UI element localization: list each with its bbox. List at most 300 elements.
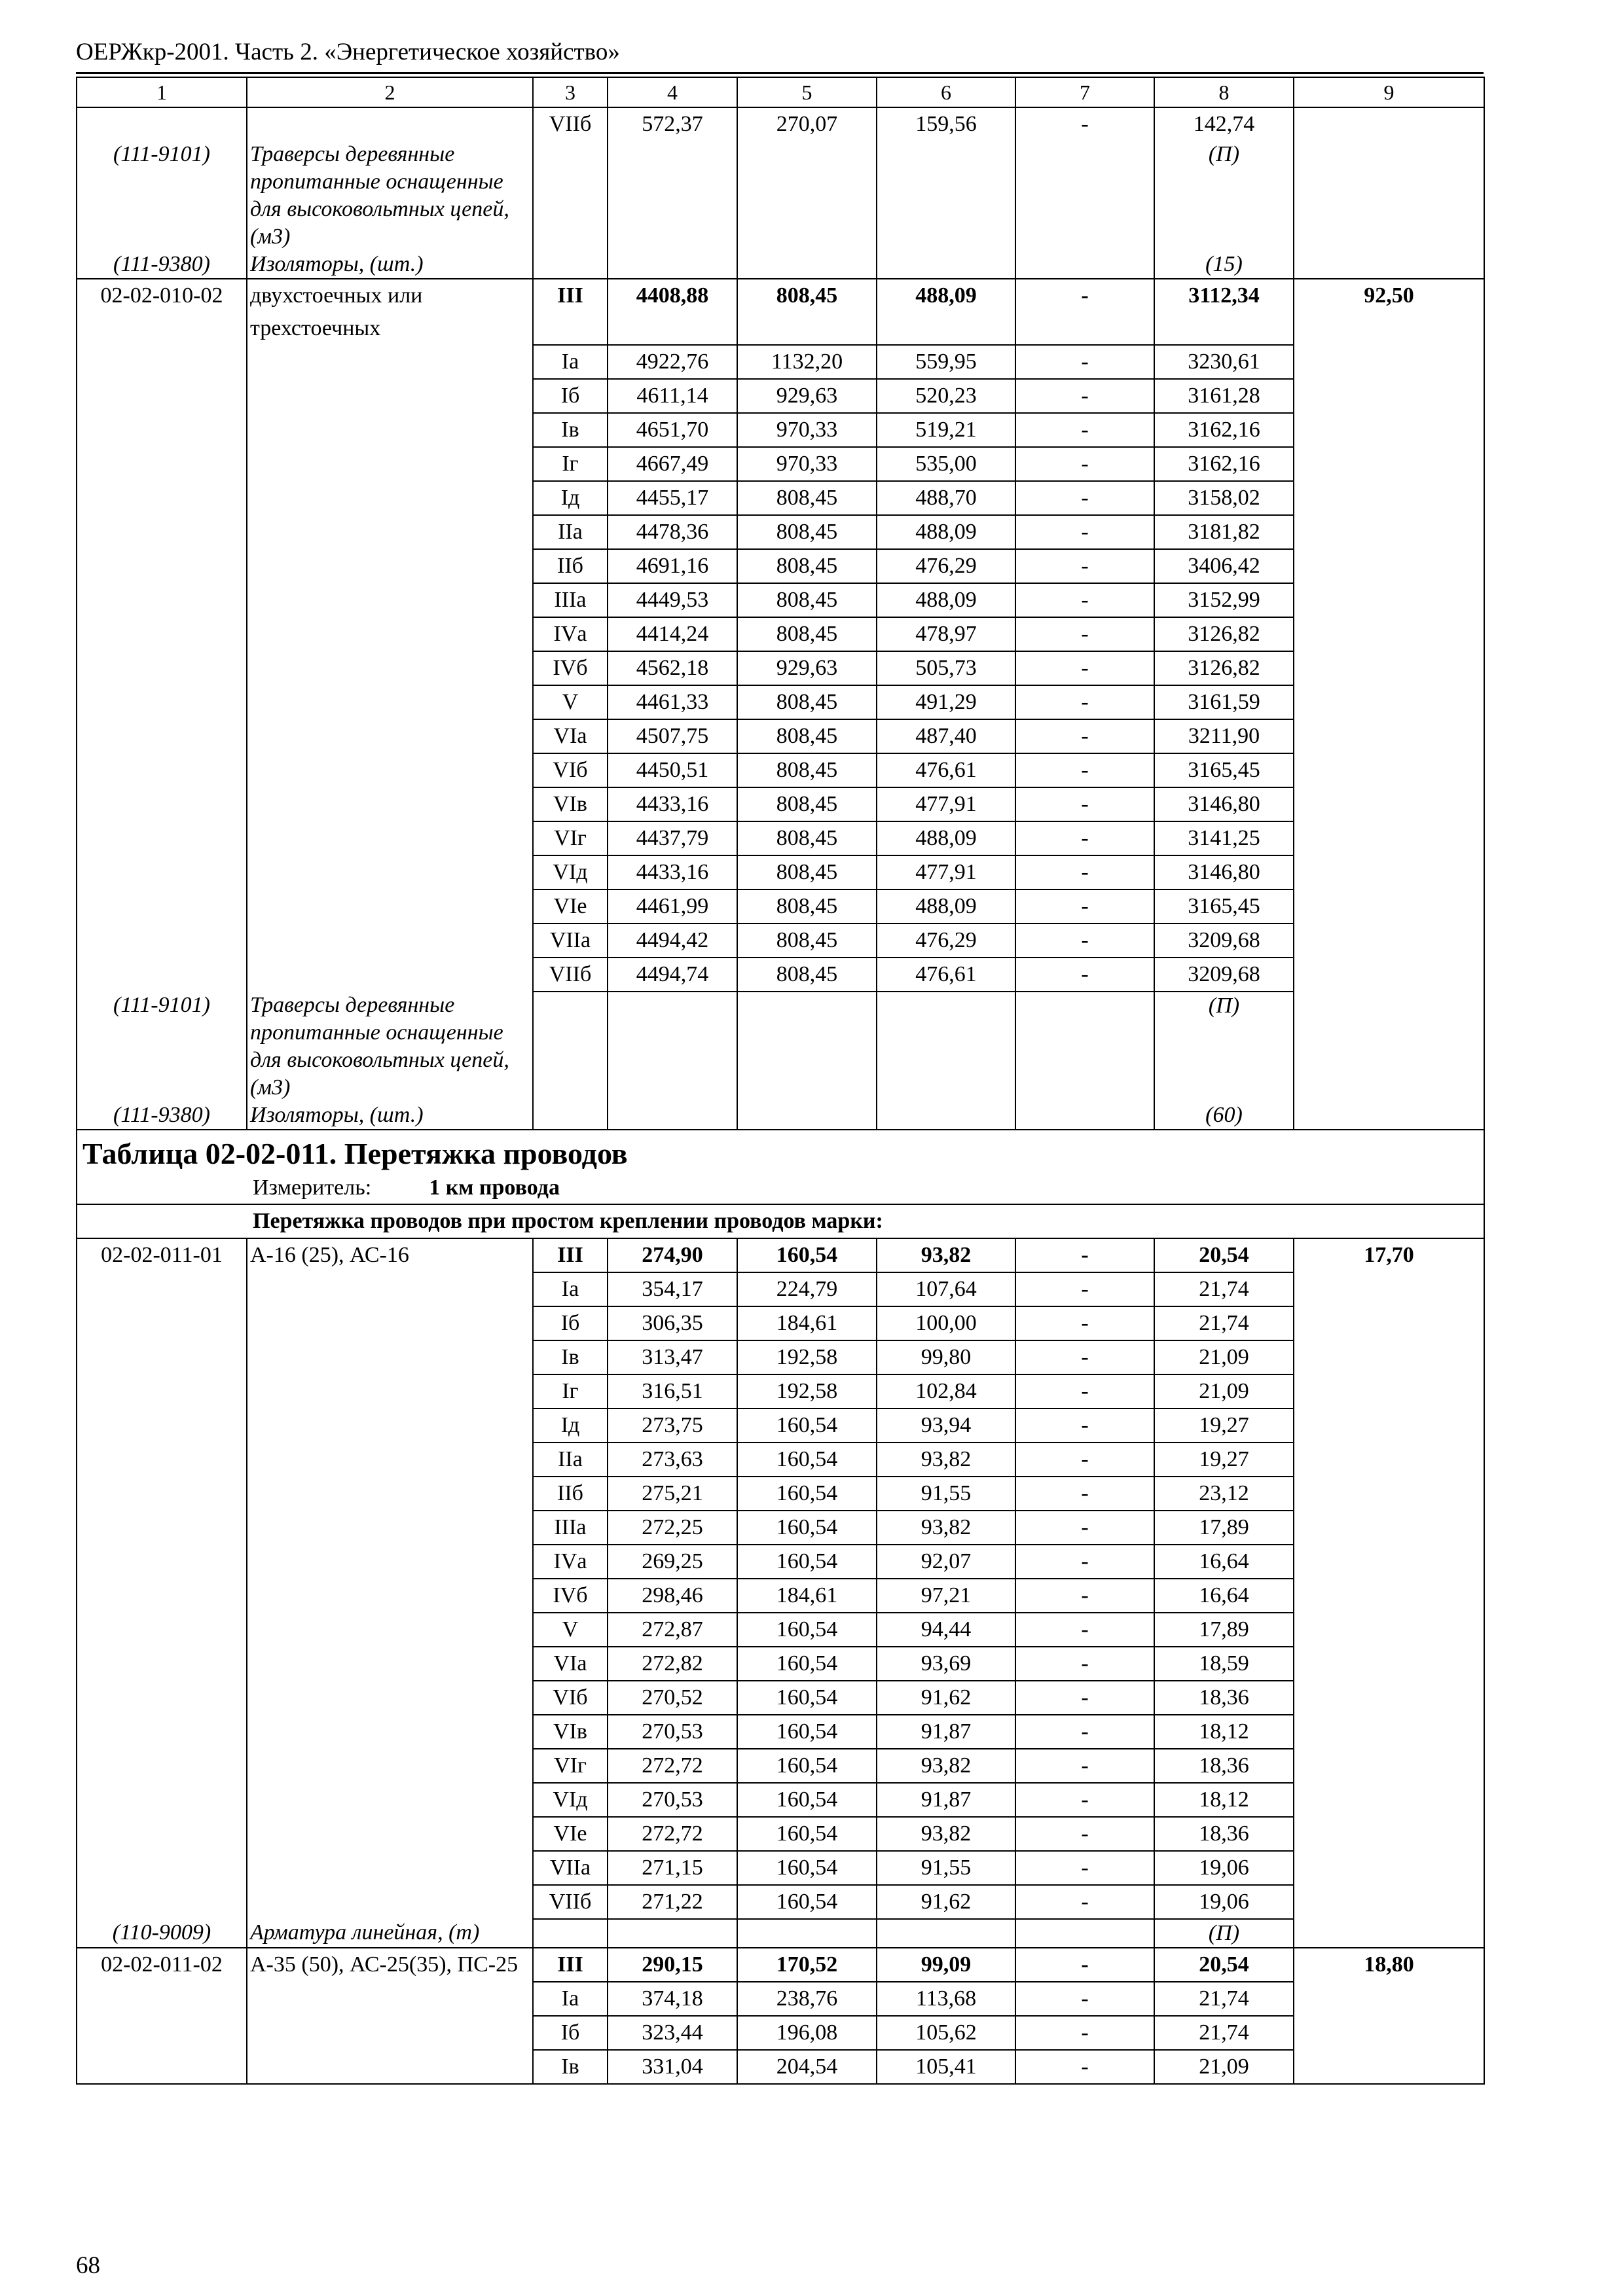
value-cell: 113,68	[877, 1982, 1015, 2016]
value-cell: -	[1015, 924, 1154, 958]
empty-cell	[1294, 107, 1484, 141]
value-cell: 4461,33	[608, 685, 737, 719]
value-cell: 4408,88	[608, 279, 737, 345]
value-cell: -	[1015, 345, 1154, 379]
table-row	[77, 279, 1484, 345]
value-cell: 3146,80	[1154, 787, 1294, 821]
value-cell: 306,35	[608, 1306, 737, 1340]
value-cell: 102,84	[877, 1374, 1015, 1408]
empty-cell	[877, 141, 1015, 251]
value-cell: -	[1015, 2016, 1154, 2050]
column-number: 7	[1015, 77, 1154, 107]
value-cell: 808,45	[737, 279, 877, 345]
table-row	[77, 958, 1484, 992]
unit-row	[77, 1172, 1484, 1204]
value-cell: 184,61	[737, 1579, 877, 1613]
value-cell: 374,18	[608, 1982, 737, 2016]
zone-cell: Iа	[533, 1982, 608, 2016]
value-cell: 160,54	[737, 1511, 877, 1545]
zone-cell: Iб	[533, 2016, 608, 2050]
zone-cell: VIа	[533, 719, 608, 753]
value-cell: 272,87	[608, 1613, 737, 1647]
value-cell: 313,47	[608, 1340, 737, 1374]
table-title: Таблица 02-02-011. Перетяжка проводов	[77, 1130, 1484, 1172]
value-cell: 272,25	[608, 1511, 737, 1545]
empty-cell	[533, 1919, 608, 1948]
value-cell: 18,59	[1154, 1647, 1294, 1681]
value-cell: 160,54	[737, 1647, 877, 1681]
value-cell: 160,54	[737, 1238, 877, 1272]
column-number: 9	[1294, 77, 1484, 107]
table-row	[77, 651, 1484, 685]
value-cell: 478,97	[877, 617, 1015, 651]
value-cell: -	[1015, 651, 1154, 685]
value-cell: 929,63	[737, 379, 877, 413]
labor-cost-cell	[1294, 787, 1484, 821]
value-cell: -	[1015, 1817, 1154, 1851]
value-cell: 16,64	[1154, 1545, 1294, 1579]
value-cell: 21,09	[1154, 2050, 1294, 2084]
value-cell: 97,21	[877, 1579, 1015, 1613]
column-number: 1	[77, 77, 247, 107]
rate-code	[77, 1408, 247, 1443]
empty-cell	[737, 1102, 877, 1130]
empty-cell	[877, 251, 1015, 279]
rate-name: А-35 (50), АС-25(35), ПС-25	[247, 1948, 533, 1982]
empty-cell	[1294, 1919, 1484, 1948]
value-cell: -	[1015, 617, 1154, 651]
rate-name	[247, 1885, 533, 1919]
value-cell: 488,70	[877, 481, 1015, 515]
value-cell: 491,29	[877, 685, 1015, 719]
resource-name: Изоляторы, (шт.)	[247, 1102, 533, 1130]
labor-cost-cell	[1294, 481, 1484, 515]
value-cell: -	[1015, 549, 1154, 583]
value-cell: 290,15	[608, 1948, 737, 1982]
empty-cell	[737, 141, 877, 251]
value-cell: 270,53	[608, 1783, 737, 1817]
value-cell: 3209,68	[1154, 958, 1294, 992]
value-cell: 23,12	[1154, 1477, 1294, 1511]
value-cell: 3161,28	[1154, 379, 1294, 413]
value-cell: -	[1015, 379, 1154, 413]
value-cell: 4414,24	[608, 617, 737, 651]
value-cell: 3126,82	[1154, 617, 1294, 651]
labor-cost-cell	[1294, 719, 1484, 753]
value-cell: 17,89	[1154, 1613, 1294, 1647]
rate-name	[247, 2016, 533, 2050]
table-row	[77, 1408, 1484, 1443]
value-cell: 170,52	[737, 1948, 877, 1982]
value-cell: -	[1015, 2050, 1154, 2084]
rate-code	[77, 1817, 247, 1851]
value-cell: -	[1015, 958, 1154, 992]
value-cell: 3211,90	[1154, 719, 1294, 753]
labor-cost-cell	[1294, 1545, 1484, 1579]
rate-name	[247, 1477, 533, 1511]
value-cell: -	[1015, 1948, 1154, 1982]
labor-cost-cell	[1294, 2050, 1484, 2084]
value-cell: -	[1015, 1408, 1154, 1443]
rate-code	[77, 753, 247, 787]
zone-cell: Iа	[533, 345, 608, 379]
table-row	[77, 1374, 1484, 1408]
value-cell: 93,82	[877, 1511, 1015, 1545]
value-cell: 99,09	[877, 1948, 1015, 1982]
value-cell: -	[1015, 1511, 1154, 1545]
column-number: 2	[247, 77, 533, 107]
zone-cell: Iв	[533, 1340, 608, 1374]
zone-cell: Iв	[533, 2050, 608, 2084]
rate-code	[77, 889, 247, 924]
zone-cell: Iг	[533, 1374, 608, 1408]
rate-name	[247, 1613, 533, 1647]
value-cell: 93,69	[877, 1647, 1015, 1681]
rate-name	[247, 1982, 533, 2016]
column-number-row	[77, 77, 1484, 107]
value-cell: 93,82	[877, 1817, 1015, 1851]
rate-name	[247, 787, 533, 821]
table-row	[77, 787, 1484, 821]
value-cell: 808,45	[737, 787, 877, 821]
table-row	[77, 1948, 1484, 1982]
rate-code	[77, 345, 247, 379]
resource-name: Арматура линейная, (т)	[247, 1919, 533, 1948]
resource-code: (111-9380)	[77, 1102, 247, 1130]
value-cell: 476,61	[877, 753, 1015, 787]
column-number: 8	[1154, 77, 1294, 107]
labor-cost-cell	[1294, 1681, 1484, 1715]
value-cell: 3112,34	[1154, 279, 1294, 345]
value-cell: 18,36	[1154, 1749, 1294, 1783]
labor-cost-cell	[1294, 1885, 1484, 1919]
rate-name	[247, 583, 533, 617]
value-cell: 160,54	[737, 1681, 877, 1715]
value-cell: 298,46	[608, 1579, 737, 1613]
value-cell: 3162,16	[1154, 413, 1294, 447]
value-cell: -	[1015, 447, 1154, 481]
value-cell: 808,45	[737, 958, 877, 992]
value-cell: 477,91	[877, 787, 1015, 821]
value-cell: -	[1015, 1613, 1154, 1647]
resource-ref-row	[77, 992, 1484, 1102]
zone-cell: VIг	[533, 1749, 608, 1783]
value-cell: 354,17	[608, 1272, 737, 1306]
rate-name	[247, 447, 533, 481]
value-cell: 19,06	[1154, 1851, 1294, 1885]
resource-ref-row	[77, 1919, 1484, 1948]
section-row	[77, 1204, 1484, 1238]
zone-cell: V	[533, 1613, 608, 1647]
rate-code	[77, 1477, 247, 1511]
rate-code	[77, 1749, 247, 1783]
value-cell: -	[1015, 1238, 1154, 1272]
column-number: 5	[737, 77, 877, 107]
value-cell: 331,04	[608, 2050, 737, 2084]
rate-name	[247, 1783, 533, 1817]
value-cell: 160,54	[737, 1783, 877, 1817]
value-cell: 99,80	[877, 1340, 1015, 1374]
unit-value: 1 км провода	[429, 1175, 560, 1200]
value-cell: 488,09	[877, 583, 1015, 617]
rate-code	[77, 1885, 247, 1919]
value-cell: 107,64	[877, 1272, 1015, 1306]
rate-name	[247, 2050, 533, 2084]
zone-cell: IIIа	[533, 583, 608, 617]
rate-code	[77, 447, 247, 481]
zone-cell: IVб	[533, 1579, 608, 1613]
value-cell: 3209,68	[1154, 924, 1294, 958]
rate-code	[77, 855, 247, 889]
table-row	[77, 1817, 1484, 1851]
document-header: ОЕРЖкр-2001. Часть 2. «Энергетическое хозяйство»	[76, 39, 620, 65]
value-cell: 21,09	[1154, 1340, 1294, 1374]
empty-cell	[1015, 1102, 1154, 1130]
zone-cell: VIд	[533, 855, 608, 889]
empty-cell	[1294, 141, 1484, 251]
table-row	[77, 107, 1484, 141]
table-row	[77, 1783, 1484, 1817]
value-cell: 19,27	[1154, 1408, 1294, 1443]
zone-cell: IIб	[533, 1477, 608, 1511]
value-cell: 3152,99	[1154, 583, 1294, 617]
labor-cost-cell	[1294, 958, 1484, 992]
table-row	[77, 821, 1484, 855]
empty-cell	[608, 992, 737, 1102]
table-row	[77, 2016, 1484, 2050]
rate-name	[247, 1374, 533, 1408]
rate-code	[77, 1681, 247, 1715]
rate-name: двухстоечных или трехстоечных	[247, 279, 533, 345]
resource-value: (П)	[1154, 992, 1294, 1102]
rate-name	[247, 1545, 533, 1579]
zone-cell: VIа	[533, 1647, 608, 1681]
rate-code	[77, 924, 247, 958]
value-cell: 487,40	[877, 719, 1015, 753]
rate-code	[77, 1511, 247, 1545]
labor-cost-cell	[1294, 447, 1484, 481]
empty-cell	[533, 1102, 608, 1130]
value-cell: -	[1015, 515, 1154, 549]
value-cell: 4922,76	[608, 345, 737, 379]
rate-code	[77, 481, 247, 515]
value-cell: 238,76	[737, 1982, 877, 2016]
value-cell: 18,36	[1154, 1681, 1294, 1715]
table-row	[77, 685, 1484, 719]
value-cell: -	[1015, 1477, 1154, 1511]
value-cell: 3181,82	[1154, 515, 1294, 549]
value-cell: 273,63	[608, 1443, 737, 1477]
value-cell: 3158,02	[1154, 481, 1294, 515]
rate-code	[77, 1443, 247, 1477]
rate-name	[247, 855, 533, 889]
rate-code	[77, 1374, 247, 1408]
value-cell: 100,00	[877, 1306, 1015, 1340]
empty-cell	[533, 992, 608, 1102]
rate-code	[77, 2016, 247, 2050]
table-row	[77, 481, 1484, 515]
value-cell: 4562,18	[608, 651, 737, 685]
value-cell: 808,45	[737, 515, 877, 549]
value-cell: 572,37	[608, 107, 737, 141]
value-cell: -	[1015, 1851, 1154, 1885]
empty-cell	[877, 1919, 1015, 1948]
rate-name	[247, 549, 533, 583]
table-row	[77, 1579, 1484, 1613]
value-cell: -	[1015, 413, 1154, 447]
value-cell: 93,94	[877, 1408, 1015, 1443]
value-cell: -	[1015, 1885, 1154, 1919]
table-row	[77, 2050, 1484, 2084]
empty-cell	[1294, 992, 1484, 1102]
value-cell: 91,55	[877, 1477, 1015, 1511]
value-cell: 4494,42	[608, 924, 737, 958]
rate-name	[247, 1511, 533, 1545]
value-cell: 3165,45	[1154, 889, 1294, 924]
value-cell: 476,29	[877, 549, 1015, 583]
value-cell: -	[1015, 1647, 1154, 1681]
rate-name	[247, 1408, 533, 1443]
value-cell: -	[1015, 753, 1154, 787]
labor-cost-cell	[1294, 583, 1484, 617]
value-cell: -	[1015, 279, 1154, 345]
rate-name	[247, 345, 533, 379]
labor-cost-cell: 92,50	[1294, 279, 1484, 345]
labor-cost-cell	[1294, 1477, 1484, 1511]
zone-cell: VIIа	[533, 1851, 608, 1885]
empty-cell	[737, 992, 877, 1102]
rate-name	[247, 1817, 533, 1851]
value-cell: 3162,16	[1154, 447, 1294, 481]
value-cell: 275,21	[608, 1477, 737, 1511]
value-cell: 3161,59	[1154, 685, 1294, 719]
labor-cost-cell	[1294, 889, 1484, 924]
empty-cell	[533, 251, 608, 279]
value-cell: 3146,80	[1154, 855, 1294, 889]
zone-cell: Iв	[533, 413, 608, 447]
rate-name	[247, 1715, 533, 1749]
value-cell: 21,74	[1154, 1306, 1294, 1340]
value-cell: 19,06	[1154, 1885, 1294, 1919]
labor-cost-cell	[1294, 549, 1484, 583]
resource-code: (111-9101)	[77, 992, 247, 1102]
value-cell: 270,07	[737, 107, 877, 141]
value-cell: -	[1015, 107, 1154, 141]
value-cell: 224,79	[737, 1272, 877, 1306]
value-cell: 272,72	[608, 1817, 737, 1851]
table-row	[77, 345, 1484, 379]
rate-code	[77, 1545, 247, 1579]
table-row	[77, 413, 1484, 447]
value-cell: -	[1015, 1681, 1154, 1715]
resource-value: (П)	[1154, 141, 1294, 251]
zone-cell: III	[533, 279, 608, 345]
value-cell: 970,33	[737, 447, 877, 481]
rate-code	[77, 413, 247, 447]
value-cell: 488,09	[877, 279, 1015, 345]
rate-name	[247, 1681, 533, 1715]
table-row	[77, 753, 1484, 787]
table-row	[77, 1885, 1484, 1919]
value-cell: 3165,45	[1154, 753, 1294, 787]
unit-label: Измеритель:	[253, 1175, 372, 1200]
table-row	[77, 1477, 1484, 1511]
value-cell: 4494,74	[608, 958, 737, 992]
labor-cost-cell	[1294, 1511, 1484, 1545]
rate-code	[77, 617, 247, 651]
value-cell: 21,74	[1154, 2016, 1294, 2050]
value-cell: 3406,42	[1154, 549, 1294, 583]
rates-table	[76, 77, 1485, 2085]
rate-name	[247, 1647, 533, 1681]
labor-cost-cell	[1294, 2016, 1484, 2050]
value-cell: 160,54	[737, 1851, 877, 1885]
value-cell: 160,54	[737, 1613, 877, 1647]
labor-cost-cell	[1294, 617, 1484, 651]
table-title-row	[77, 1130, 1484, 1172]
value-cell: 808,45	[737, 549, 877, 583]
value-cell: 192,58	[737, 1374, 877, 1408]
value-cell: 18,36	[1154, 1817, 1294, 1851]
labor-cost-cell	[1294, 1783, 1484, 1817]
value-cell: 4437,79	[608, 821, 737, 855]
value-cell: 808,45	[737, 685, 877, 719]
value-cell: 160,54	[737, 1545, 877, 1579]
zone-cell: VIIб	[533, 1885, 608, 1919]
value-cell: 4461,99	[608, 889, 737, 924]
value-cell: 18,12	[1154, 1715, 1294, 1749]
value-cell: 270,52	[608, 1681, 737, 1715]
value-cell: 160,54	[737, 1408, 877, 1443]
resource-name: Траверсы деревянные пропитанные оснащенные для высоковольтных цепей, (м3)	[247, 992, 533, 1102]
value-cell: -	[1015, 787, 1154, 821]
rate-code	[77, 787, 247, 821]
rates-table-body	[77, 77, 1484, 2084]
resource-ref-row	[77, 1102, 1484, 1130]
table-row	[77, 583, 1484, 617]
value-cell: 3126,82	[1154, 651, 1294, 685]
value-cell: 105,41	[877, 2050, 1015, 2084]
rate-code	[77, 583, 247, 617]
resource-code: (111-9380)	[77, 251, 247, 279]
empty-cell	[1294, 1102, 1484, 1130]
table-row	[77, 549, 1484, 583]
section-title: Перетяжка проводов при простом креплении проводов марки:	[77, 1204, 1484, 1238]
value-cell: -	[1015, 889, 1154, 924]
column-number: 3	[533, 77, 608, 107]
resource-code: (110-9009)	[77, 1919, 247, 1948]
table-row	[77, 1681, 1484, 1715]
zone-cell: Iб	[533, 379, 608, 413]
zone-cell: V	[533, 685, 608, 719]
value-cell: 559,95	[877, 345, 1015, 379]
value-cell: 520,23	[877, 379, 1015, 413]
value-cell: -	[1015, 1374, 1154, 1408]
labor-cost-cell	[1294, 345, 1484, 379]
empty-cell	[877, 1102, 1015, 1130]
rate-code	[77, 685, 247, 719]
value-cell: 488,09	[877, 889, 1015, 924]
rate-code	[77, 1783, 247, 1817]
value-cell: 184,61	[737, 1306, 877, 1340]
value-cell: 4691,16	[608, 549, 737, 583]
value-cell: 21,09	[1154, 1374, 1294, 1408]
table-row	[77, 1545, 1484, 1579]
rate-code: 02-02-011-02	[77, 1948, 247, 1982]
table-row	[77, 1272, 1484, 1306]
resource-value: (П)	[1154, 1919, 1294, 1948]
value-cell: 272,72	[608, 1749, 737, 1783]
